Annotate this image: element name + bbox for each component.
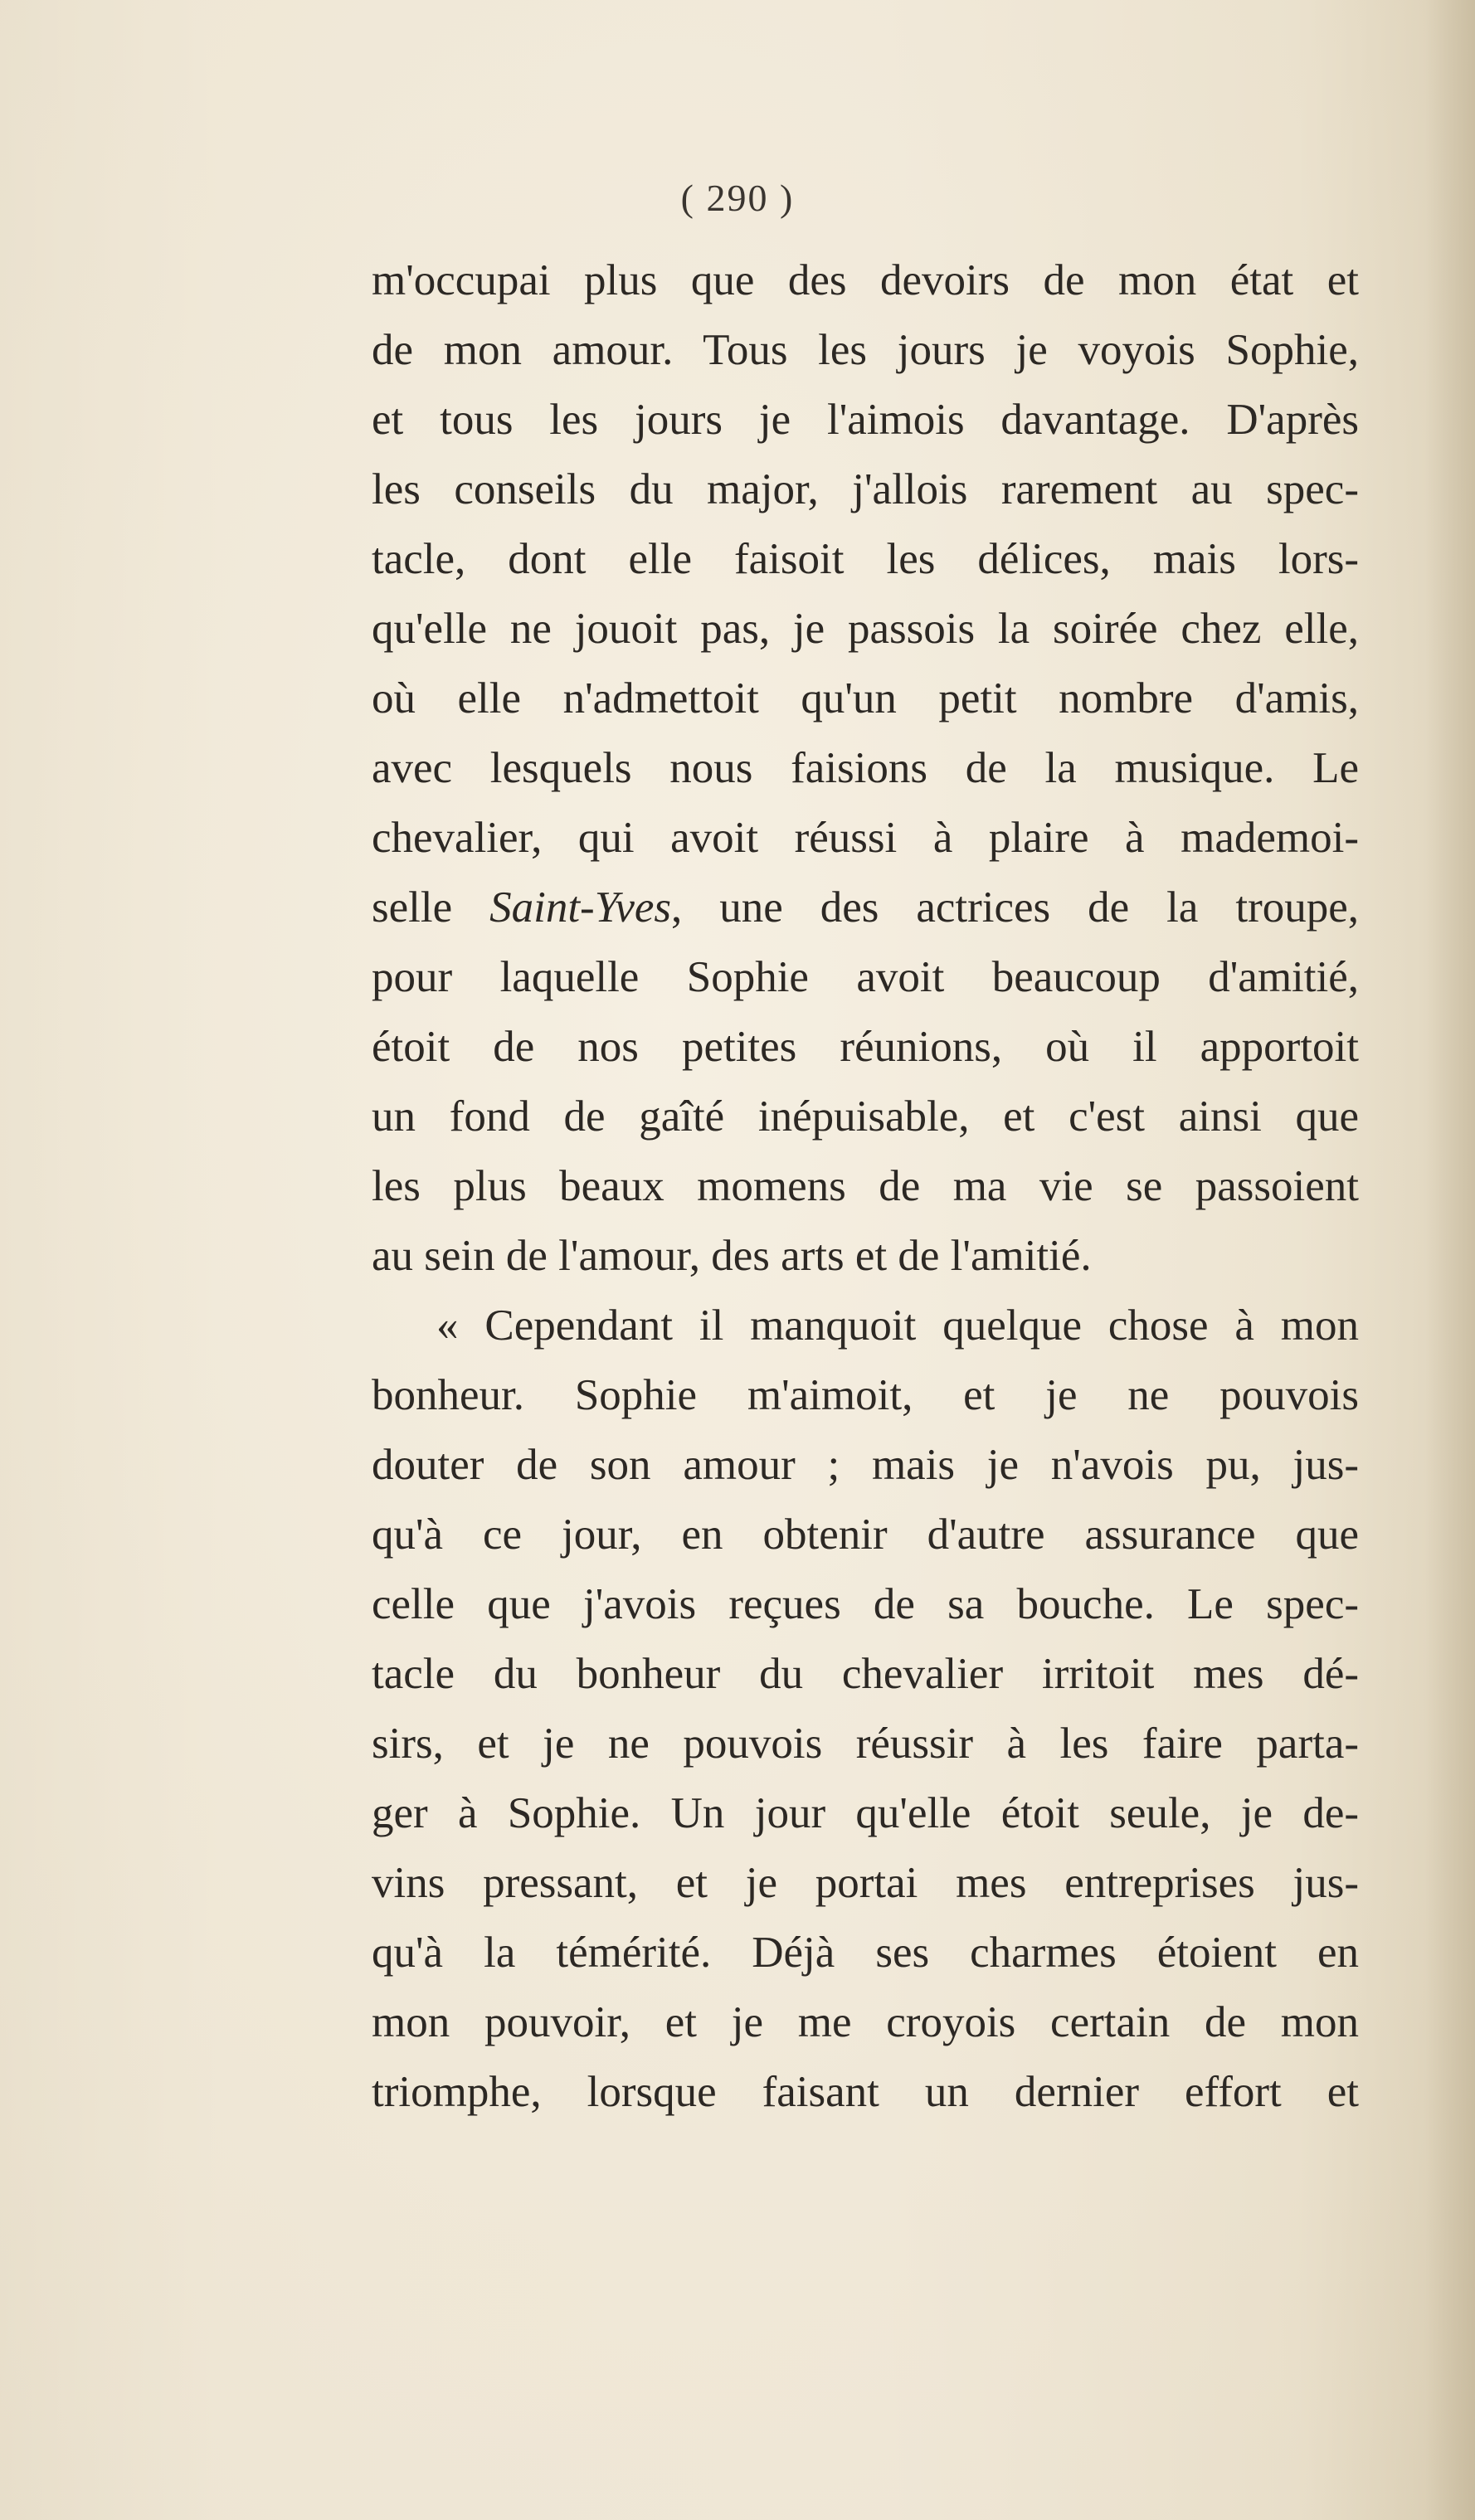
text-line	[372, 664, 1359, 733]
text-line	[372, 873, 1359, 942]
text-segment: , une des actrices de la troupe,	[671, 883, 1360, 932]
text-segment: et tous les jours je l'aimois davantage. D'après	[372, 396, 1359, 444]
text-line	[372, 1639, 1359, 1709]
text-line	[372, 1569, 1359, 1639]
text-segment: sirs, et je ne pouvois réussir à les faire parta-	[372, 1720, 1359, 1768]
text-segment: de mon amour. Tous les jours je voyois Sophie,	[372, 326, 1359, 374]
text-segment: les conseils du major, j'allois rarement au spec-	[372, 465, 1359, 513]
italic-name: Saint-Yves	[489, 883, 671, 932]
text-segment: mon pouvoir, et je me croyois certain de mon	[372, 1998, 1359, 2046]
text-line	[372, 1151, 1359, 1221]
text-line	[372, 1987, 1359, 2057]
text-segment: qu'à la témérité. Déjà ses charmes étoient en	[372, 1929, 1359, 1977]
text-segment: bonheur. Sophie m'aimoit, et je ne pouvois	[372, 1371, 1359, 1419]
text-segment: vins pressant, et je portai mes entreprises jus-	[372, 1859, 1359, 1907]
text-segment: douter de son amour ; mais je n'avois pu, jus-	[372, 1441, 1359, 1489]
text-segment: au sein de l'amour, des arts et de l'amitié.	[372, 1232, 1092, 1280]
text-line	[372, 1012, 1359, 1082]
text-segment: tacle, dont elle faisoit les délices, mais lors-	[372, 535, 1359, 583]
body-text	[372, 246, 1359, 2127]
text-line	[372, 246, 1359, 315]
text-segment: tacle du bonheur du chevalier irritoit mes dé-	[372, 1650, 1359, 1698]
text-line	[372, 1918, 1359, 1987]
text-line	[372, 1500, 1359, 1569]
text-segment: selle	[372, 883, 490, 932]
text-segment: où elle n'admettoit qu'un petit nombre d'amis,	[372, 674, 1359, 722]
text-line	[372, 315, 1359, 385]
text-segment: qu'à ce jour, en obtenir d'autre assurance que	[372, 1511, 1359, 1559]
text-line	[372, 1778, 1359, 1848]
text-segment: pour laquelle Sophie avoit beaucoup d'amitié,	[372, 953, 1359, 1001]
text-line	[372, 803, 1359, 873]
text-line	[372, 1221, 1359, 1291]
text-segment: triomphe, lorsque faisant un dernier effort et	[372, 2068, 1359, 2116]
text-line	[372, 1848, 1359, 1918]
text-segment: « Cependant il manquoit quelque chose à mon	[436, 1301, 1359, 1350]
text-line	[372, 1291, 1359, 1360]
text-segment: chevalier, qui avoit réussi à plaire à mademoi-	[372, 814, 1359, 862]
text-segment: qu'elle ne jouoit pas, je passois la soirée chez elle,	[372, 605, 1359, 653]
text-line	[372, 1360, 1359, 1430]
text-line	[372, 455, 1359, 524]
text-line	[372, 942, 1359, 1012]
text-line	[372, 524, 1359, 594]
text-segment: ger à Sophie. Un jour qu'elle étoit seule, je de-	[372, 1789, 1359, 1837]
text-segment: étoit de nos petites réunions, où il apportoit	[372, 1023, 1359, 1071]
text-segment: un fond de gaîté inépuisable, et c'est ainsi que	[372, 1092, 1359, 1141]
text-line	[372, 1430, 1359, 1500]
text-line	[372, 733, 1359, 803]
text-segment: celle que j'avois reçues de sa bouche. Le spec-	[372, 1580, 1359, 1628]
text-segment: les plus beaux momens de ma vie se passoient	[372, 1162, 1359, 1210]
text-line	[372, 1709, 1359, 1778]
text-line	[372, 385, 1359, 455]
text-line	[372, 594, 1359, 664]
text-line	[372, 2057, 1359, 2127]
text-segment: m'occupai plus que des devoirs de mon état et	[372, 256, 1359, 304]
text-segment: avec lesquels nous faisions de la musique. Le	[372, 744, 1359, 792]
page-number: ( 290 )	[680, 177, 795, 219]
text-line	[372, 1082, 1359, 1151]
